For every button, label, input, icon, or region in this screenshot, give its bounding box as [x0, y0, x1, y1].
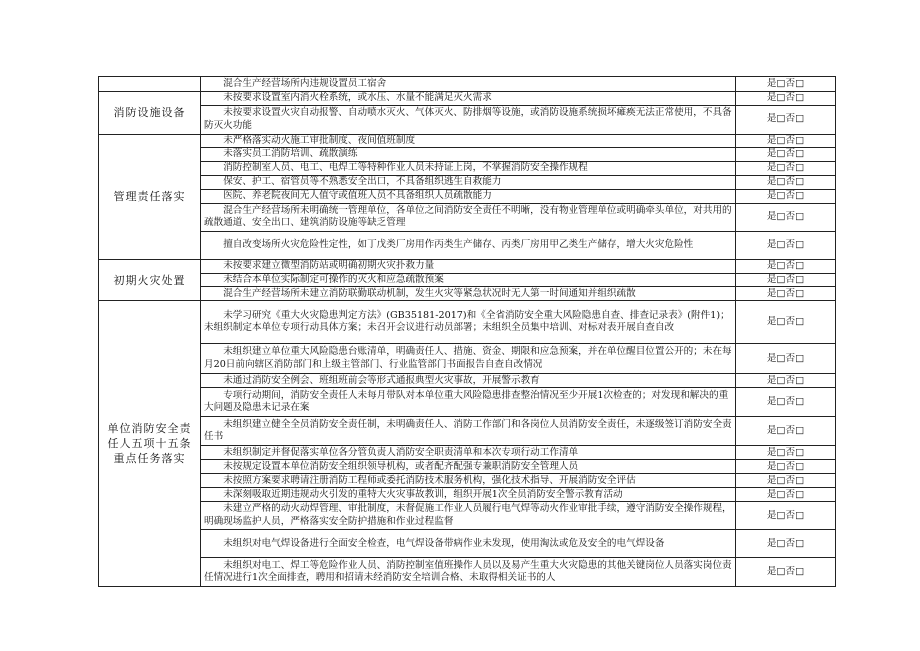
checklist-row	[99, 134, 836, 148]
check-item-text: 未按要求设置火灾自动报警、自动喷水灭火、气体灭火、防排烟等设施，或消防设施系统损坏瘫痪无法正常使用，不具备防灭火功能	[201, 105, 736, 134]
yes-no-checkbox-cell[interactable]: 是□否□	[736, 474, 836, 488]
yes-no-checkbox-cell[interactable]: 是□否□	[736, 134, 836, 148]
check-item-text: 未按要求建立微型消防站或明确初期火灾扑救力量	[201, 259, 736, 273]
yes-no-checkbox-cell[interactable]: 是□否□	[736, 175, 836, 189]
checklist-row	[99, 502, 836, 530]
checklist-row	[99, 287, 836, 301]
inspection-checklist-table	[98, 76, 836, 587]
check-item-text: 未组织建立单位重大风险隐患台账清单，明确责任人、措施、资金、期限和应急预案，并在单位醒目位置公开的；未在每月20日前向辖区消防部门和上级主管部门、行业监管部门书面报告自查自改情况	[201, 344, 736, 374]
checklist-row	[99, 446, 836, 460]
yes-no-checkbox-cell[interactable]: 是□否□	[736, 558, 836, 587]
checklist-row	[99, 460, 836, 474]
yes-no-checkbox-cell[interactable]: 是□否□	[736, 374, 836, 388]
checklist-row	[99, 474, 836, 488]
checklist-row	[99, 558, 836, 587]
category-cell: 初期火灾处置	[99, 259, 201, 301]
checklist-row	[99, 417, 836, 446]
yes-no-checkbox-cell[interactable]: 是□否□	[736, 259, 836, 273]
checklist-row	[99, 259, 836, 273]
yes-no-checkbox-cell[interactable]: 是□否□	[736, 417, 836, 446]
check-item-text: 未按要求设置室内消火栓系统，或水压、水量不能满足灭火需求	[201, 92, 736, 106]
check-item-text: 混合生产经营场所未建立消防联勤联动机制，发生火灾等紧急状况时无人第一时间通知并组织疏散	[201, 287, 736, 301]
checklist-row	[99, 77, 836, 92]
yes-no-checkbox-cell[interactable]: 是□否□	[736, 287, 836, 301]
check-item-text: 未按规定设置本单位消防安全组织领导机构，或者配齐配强专兼职消防安全管理人员	[201, 460, 736, 474]
checklist-row	[99, 344, 836, 374]
checklist-row	[99, 530, 836, 558]
checklist-row	[99, 161, 836, 175]
yes-no-checkbox-cell[interactable]: 是□否□	[736, 502, 836, 530]
category-cell	[99, 77, 201, 92]
check-item-text: 保安、护工、宿管员等不熟悉安全出口，不具备组织逃生自救能力	[201, 175, 736, 189]
checklist-row	[99, 301, 836, 344]
yes-no-checkbox-cell[interactable]: 是□否□	[736, 148, 836, 162]
yes-no-checkbox-cell[interactable]: 是□否□	[736, 273, 836, 287]
yes-no-checkbox-cell[interactable]: 是□否□	[736, 344, 836, 374]
yes-no-checkbox-cell[interactable]: 是□否□	[736, 460, 836, 474]
checklist-row	[99, 273, 836, 287]
yes-no-checkbox-cell[interactable]: 是□否□	[736, 77, 836, 92]
check-item-text: 专项行动期间，消防安全责任人未每月带队对本单位重大风险隐患排查整治情况至少开展1次检查的；对发现和解决的重大问题及隐患未记录在案	[201, 388, 736, 417]
yes-no-checkbox-cell[interactable]: 是□否□	[736, 530, 836, 558]
checklist-row	[99, 203, 836, 231]
yes-no-checkbox-cell[interactable]: 是□否□	[736, 301, 836, 344]
check-item-text: 未按照方案要求聘请注册消防工程师或委托消防技术服务机构，强化技术指导、开展消防安全评估	[201, 474, 736, 488]
yes-no-checkbox-cell[interactable]: 是□否□	[736, 92, 836, 106]
check-item-text: 未通过消防安全例会、班组班前会等形式通报典型火灾事故，开展警示教育	[201, 374, 736, 388]
check-item-text: 未学习研究《重大火灾隐患判定方法》(GB35181-2017)和《全省消防安全重大风险隐患自查、排查记录表》(附件1)；未组织制定本单位专项行动具体方案；未召开会议进行动员部署；未组织全员集中培训、对标对表开展自查自改	[201, 301, 736, 344]
yes-no-checkbox-cell[interactable]: 是□否□	[736, 446, 836, 460]
check-item-text: 混合生产经营场所内违规设置员工宿舍	[201, 77, 736, 92]
category-cell: 单位消防安全责任人五项十五条重点任务落实	[99, 301, 201, 587]
checklist-row	[99, 388, 836, 417]
check-item-text: 未建立严格的动火动焊管理、审批制度，未督促施工作业人员履行电气焊等动火作业审批手续，遵守消防安全操作规程，明确现场监护人员，严格落实安全防护措施和作业过程监督	[201, 502, 736, 530]
yes-no-checkbox-cell[interactable]: 是□否□	[736, 189, 836, 203]
category-cell: 消防设施设备	[99, 92, 201, 135]
check-item-text: 未严格落实动火施工审批制度、夜间值班制度	[201, 134, 736, 148]
checklist-row	[99, 374, 836, 388]
checklist-row	[99, 231, 836, 259]
checklist-row	[99, 175, 836, 189]
checklist-row	[99, 488, 836, 502]
check-item-text: 未组织对电气焊设备进行全面安全检查，电气焊设备带病作业未发现，使用淘汰或危及安全的电气焊设备	[201, 530, 736, 558]
yes-no-checkbox-cell[interactable]: 是□否□	[736, 231, 836, 259]
yes-no-checkbox-cell[interactable]: 是□否□	[736, 488, 836, 502]
check-item-text: 未组织对电工、焊工等危险作业人员、消防控制室值班操作人员以及易产生重大火灾隐患的其他关键岗位人员落实岗位责任情况进行1次全面排查，聘用和招请未经消防安全培训合格、未取得相关证书的人	[201, 558, 736, 587]
check-item-text: 消防控制室人员、电工、电焊工等特种作业人员未持证上岗，不掌握消防安全操作规程	[201, 161, 736, 175]
check-item-text: 未组织制定并督促落实单位各分管负责人消防安全职责清单和本次专项行动工作清单	[201, 446, 736, 460]
checklist-row	[99, 148, 836, 162]
check-item-text: 擅自改变场所火灾危险性定性，如丁戊类厂房用作丙类生产储存、丙类厂房用甲乙类生产储存，增大火灾危险性	[201, 231, 736, 259]
checklist-body	[99, 77, 836, 587]
check-item-text: 未落实员工消防培训、疏散演练	[201, 148, 736, 162]
checklist-row	[99, 92, 836, 106]
checklist-row	[99, 189, 836, 203]
check-item-text: 混合生产经营场所未明确统一管理单位，各单位之间消防安全责任不明晰，没有物业管理单位或明确牵头单位，对共用的疏散通道、安全出口、建筑消防设施等缺乏管理	[201, 203, 736, 231]
yes-no-checkbox-cell[interactable]: 是□否□	[736, 203, 836, 231]
category-cell: 管理责任落实	[99, 134, 201, 259]
check-item-text: 未组织建立健全全员消防安全责任制，未明确责任人、消防工作部门和各岗位人员消防安全责任，未逐级签订消防安全责任书	[201, 417, 736, 446]
yes-no-checkbox-cell[interactable]: 是□否□	[736, 161, 836, 175]
check-item-text: 未深刻吸取近期违规动火引发的重特大火灾事故教训，组织开展1次全员消防安全警示教育活动	[201, 488, 736, 502]
yes-no-checkbox-cell[interactable]: 是□否□	[736, 105, 836, 134]
yes-no-checkbox-cell[interactable]: 是□否□	[736, 388, 836, 417]
check-item-text: 医院、养老院夜间无人值守或值班人员不具备组织人员疏散能力	[201, 189, 736, 203]
check-item-text: 未结合本单位实际制定可操作的灭火和应急疏散预案	[201, 273, 736, 287]
checklist-row	[99, 105, 836, 134]
